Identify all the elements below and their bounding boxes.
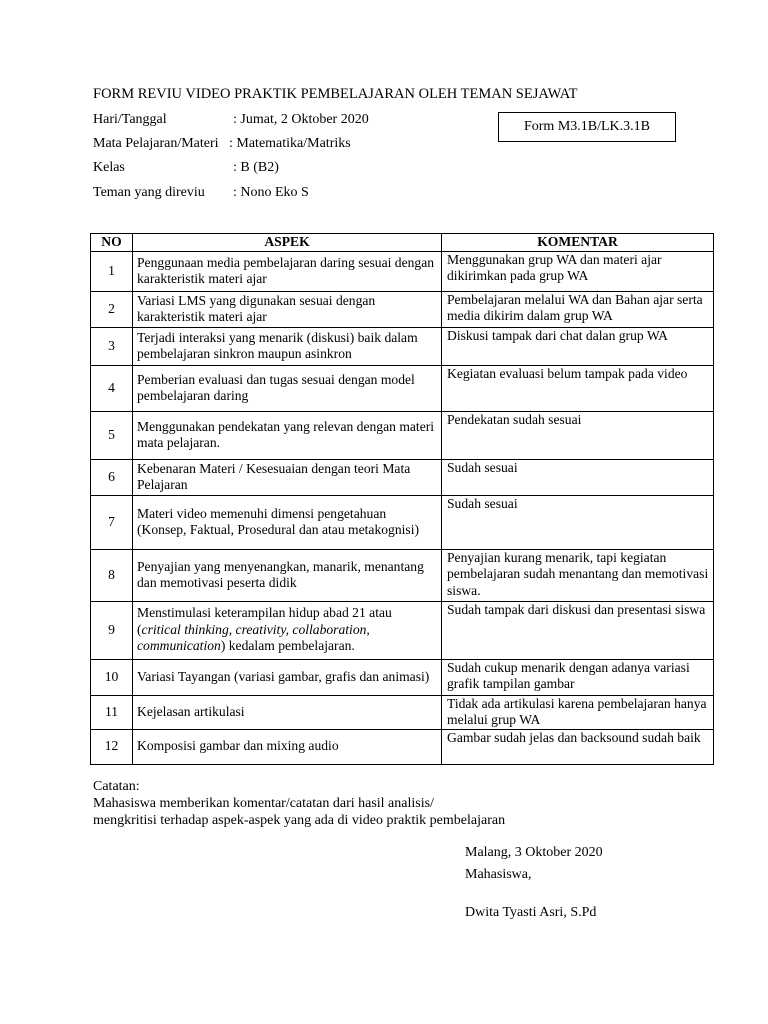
table-row [91, 495, 714, 549]
row-aspek [133, 601, 442, 659]
row-komentar: Diskusi tampak dari chat dalan grup WA [442, 327, 714, 365]
table-row [91, 729, 714, 764]
table-row [91, 695, 714, 729]
notes-label: Catatan: [93, 779, 140, 794]
row-aspek: Kebenaran Materi / Kesesuaian dengan teori Mata Pelajaran [133, 459, 442, 495]
signature-place-date: Malang, 3 Oktober 2020 [465, 845, 603, 860]
row-aspek: Komposisi gambar dan mixing audio [133, 729, 442, 764]
meta-date [93, 112, 369, 128]
notes-line-2: mengkritisi terhadap aspek-aspek yang ada di video praktik pembelajaran [93, 812, 506, 828]
header-no: NO [91, 234, 133, 252]
row-aspek-text-end: ) kedalam pembelajaran. [220, 638, 355, 654]
row-komentar: Kegiatan evaluasi belum tampak pada video [442, 365, 714, 411]
row-aspek: Materi video memenuhi dimensi pengetahuan (Konsep, Faktual, Prosedural dan atau metakognisi) [133, 495, 442, 549]
table-row [91, 291, 714, 327]
row-aspek: Penyajian yang menyenangkan, manarik, menantang dan memotivasi peserta didik [133, 549, 442, 601]
row-komentar: Pendekatan sudah sesuai [442, 411, 714, 459]
meta-date-label: Hari/Tanggal [93, 112, 167, 127]
row-komentar: Tidak ada artikulasi karena pembelajaran hanya melalui grup WA [442, 695, 714, 729]
row-komentar: Gambar sudah jelas dan backsound sudah baik [442, 729, 714, 764]
row-no: 4 [91, 365, 133, 411]
table-row [91, 411, 714, 459]
row-komentar: Sudah sesuai [442, 459, 714, 495]
row-aspek: Menggunakan pendekatan yang relevan dengan materi mata pelajaran. [133, 411, 442, 459]
table-row [91, 459, 714, 495]
row-no: 2 [91, 291, 133, 327]
row-no: 5 [91, 411, 133, 459]
row-komentar: Sudah cukup menarik dengan adanya variasi grafik tampilan gambar [442, 659, 714, 695]
meta-class-value: : B (B2) [233, 160, 279, 175]
row-komentar: Penyajian kurang menarik, tapi kegiatan pembelajaran sudah menantang dan memotivasi siswa. [442, 549, 714, 601]
table-row [91, 549, 714, 601]
row-aspek: Variasi Tayangan (variasi gambar, grafis dan animasi) [133, 659, 442, 695]
meta-reviewed-value: : Nono Eko S [233, 185, 309, 200]
row-aspek: Pemberian evaluasi dan tugas sesuai dengan model pembelajaran daring [133, 365, 442, 411]
row-aspek: Kejelasan artikulasi [133, 695, 442, 729]
form-code-box: Form M3.1B/LK.3.1B [498, 112, 676, 142]
form-title: FORM REVIU VIDEO PRAKTIK PEMBELAJARAN OLEH TEMAN SEJAWAT [93, 86, 578, 102]
meta-subject-value: : Matematika/Matriks [229, 136, 351, 151]
meta-subject [93, 136, 351, 152]
table-row [91, 365, 714, 411]
row-komentar: Pembelajaran melalui WA dan Bahan ajar serta media dikirim dalam grup WA [442, 291, 714, 327]
table-row [91, 659, 714, 695]
row-no: 6 [91, 459, 133, 495]
meta-date-value: : Jumat, 2 Oktober 2020 [233, 112, 369, 127]
row-no: 8 [91, 549, 133, 601]
meta-reviewed [93, 185, 309, 201]
header-komentar: KOMENTAR [442, 234, 714, 252]
notes-line-1: Mahasiswa memberikan komentar/catatan dari hasil analisis/ [93, 795, 434, 811]
notes-section [93, 779, 505, 829]
row-aspek: Variasi LMS yang digunakan sesuai dengan karakteristik materi ajar [133, 291, 442, 327]
meta-subject-label: Mata Pelajaran/Materi [93, 136, 219, 151]
table-row [91, 601, 714, 659]
row-aspek: Terjadi interaksi yang menarik (diskusi) baik dalam pembelajaran sinkron maupun asinkron [133, 327, 442, 365]
table-header-row [91, 234, 714, 252]
meta-class-label: Kelas [93, 160, 125, 175]
row-komentar: Sudah tampak dari diskusi dan presentasi siswa [442, 601, 714, 659]
row-no: 12 [91, 729, 133, 764]
row-aspek-text: Menstimulasi keterampilan hidup abad 21 atau ( [137, 605, 392, 637]
row-aspek-italic: critical thinking, creativity, collaboration, communication [137, 621, 370, 654]
row-no: 9 [91, 601, 133, 659]
row-no: 11 [91, 695, 133, 729]
row-aspek: Penggunaan media pembelajaran daring sesuai dengan karakteristik materi ajar [133, 251, 442, 291]
row-no: 10 [91, 659, 133, 695]
signature-role: Mahasiswa, [465, 867, 532, 882]
header-aspek: ASPEK [133, 234, 442, 252]
row-no: 7 [91, 495, 133, 549]
meta-class [93, 160, 279, 176]
row-komentar: Menggunakan grup WA dan materi ajar dikirimkan pada grup WA [442, 251, 714, 291]
row-no: 1 [91, 251, 133, 291]
row-no: 3 [91, 327, 133, 365]
table-row [91, 251, 714, 291]
review-table [90, 233, 714, 765]
row-komentar: Sudah sesuai [442, 495, 714, 549]
meta-reviewed-label: Teman yang direviu [93, 185, 205, 200]
table-row [91, 327, 714, 365]
signature-name: Dwita Tyasti Asri, S.Pd [465, 905, 597, 920]
